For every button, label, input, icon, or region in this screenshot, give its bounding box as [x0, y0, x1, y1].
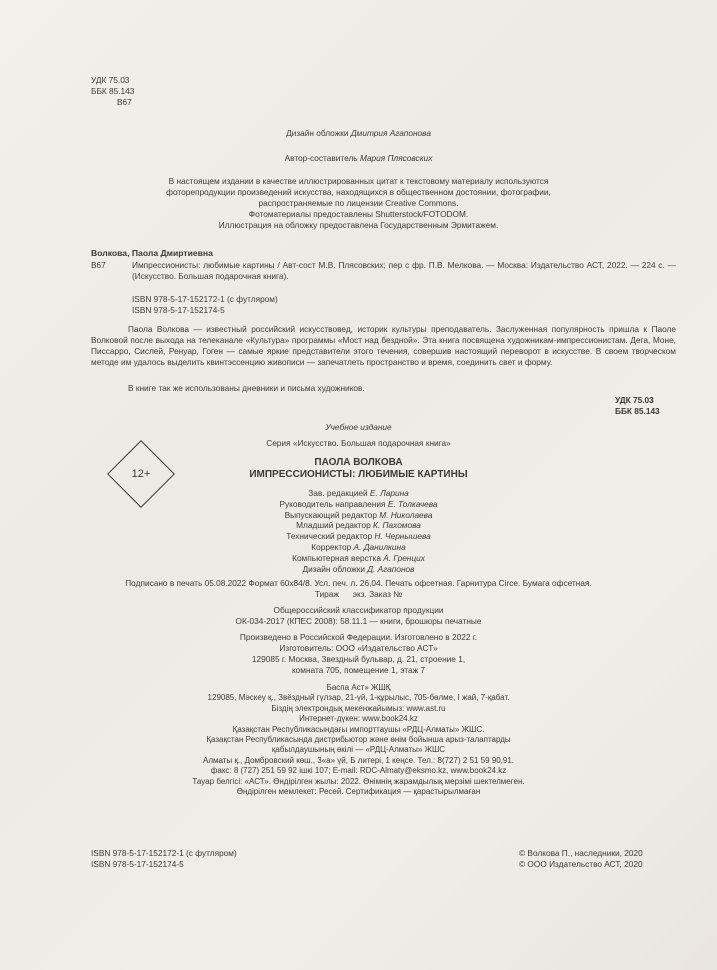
footer-isbn: ISBN 978-5-17-152172-1 (с футляром) ISBN 978-5-17-152174-5 — [91, 848, 237, 869]
annotation: Паола Волкова — известный российский искусствовед, историк культуры преподаватель. Заслуженная популярность пришла к Паоле Волковой после выхода на телеканале «Культура» программы «Мост над бездной». Эта книга посвящена художникам-импрессионистам. Дега, Моне, Писсарро, Сислей, Ренуар, Гоген — самые яркие представители этого течения, совершив настоящий переворот в искусстве. В своем творческом методе им удалось выделить квинтэссенцию живописи — запечатлеть пространство и время, соединить свет и форму. — [91, 324, 676, 367]
staff-list — [0, 488, 717, 574]
book-author: ПАОЛА ВОЛКОВА — [314, 457, 403, 468]
product-classifier: Общероссийский классификатор продукции ОК-034-2017 (КПЕС 2008): 58.11.1 — книги, брошюры печатные — [235, 605, 482, 626]
staff-row: Зав. редакцией Е. Ларина — [308, 488, 409, 498]
age-rating: 12+ — [131, 467, 151, 480]
bib-author: Волкова, Паола Дмиртиевна — [91, 248, 213, 258]
series: Серия «Искусство. Большая подарочная книга» — [266, 438, 451, 448]
design-credit: Дизайн обложки Дмитрия Агапонова — [286, 128, 431, 138]
bbk-code: ББК 85.143 — [91, 86, 135, 96]
manufacturer: Произведено в Российской Федерации. Изготовлено в 2022 г. Изготовитель: ООО «Издательство АСТ» 129085 г. Москва, Звездный бульвар, д. 21, строение 1, комната 705, помещение 1, этаж 7 — [239, 632, 478, 675]
kazakh-imprint: Баспа Аст» ЖШҚ 129085, Мәскеу қ., Звёздный гүлзар, 21-үй, 1-құрылыс, 705-бөлме, I жай, 7-қабат. Біздің электрондық мекенжайымыз: www.ast.ru Интернет-дүкен: www.book24.kz Қазақстан Республикасындағы импорттаушы «РДЦ-Алматы» ЖШС. Қазақстан Республикасында дистрибьютор және өнім бойынша арыз-талаптарды қабылдаушының өкілі — «РДЦ-Алматы» ЖШС Алматы қ., Домбровский көш., 3«а» үй, Б литері, 1 кеңсе. Тел.: 8(727) 2 51 59 90,91. факс: 8 (727) 251 59 92 ішкі 107; E-mail: RDC-Almaty@eksmo.kz, www.book24.kz Тауар белгісі: «АСТ». Өндірілген жылы: 2022. Өнімнің жарамдылық мерзімі шектелмеген. Өндірілген мемлекет: Ресей. Сертификация — қарастырылмаған — [192, 683, 525, 797]
bib-isbn: ISBN 978-5-17-152172-1 (с футляром) ISBN 978-5-17-152174-5 — [132, 294, 278, 315]
staff-row: Младший редактор К. Пахомова — [296, 520, 421, 531]
codes-right: УДК 75.03 ББК 85.143 — [615, 395, 660, 416]
staff-row: Дизайн обложки Д. Агапонов — [302, 563, 415, 574]
staff-row: Руководитель направления Е. Толкачева — [279, 498, 438, 509]
book-title: ИМПРЕССИОНИСТЫ: ЛЮБИМЫЕ КАРТИНЫ — [249, 469, 468, 480]
bib-description: Импрессионисты: любимые картины / Авт-сост М.В. Плясовских; пер с фр. П.В. Мелкова. — Москва: Издательство АСТ, 2022. — 224 с. — (Искусство. Большая подарочная книга). — [132, 260, 676, 281]
bib-code: В67 — [91, 260, 106, 270]
staff-row: Технический редактор Н. Чернышева — [286, 531, 431, 542]
classification-codes — [91, 75, 134, 108]
annotation-extra: В книге так же использованы дневники и письма художников. — [128, 383, 365, 393]
compiler-credit: Автор-составитель Мария Плясовских — [284, 153, 433, 163]
author-mark: В67 — [117, 97, 132, 107]
print-info: Подписано в печать 05.08.2022 Формат 60x84/8. Усл. печ. л. 26,04. Печать офсетная. Гарнитура Circe. Бумага офсетная. Тираж экз. Заказ № — [125, 578, 592, 599]
rights-notice: В настоящем издании в качестве иллюстрированных цитат к текстовому материалу используются фоторепродукции произведений искусства, находящихся в общественном достоянии, фотографии, распространяемые по лицензии Creative Commons. Фотоматериалы предоставлены Shutterstock/FOTODOM. Иллюстрация на обложку предоставлена Государственным Эрмитажем. — [166, 176, 551, 230]
staff-row: Корректор А. Данилкина — [311, 541, 406, 552]
staff-row: Выпускающий редактор М. Николаева — [284, 509, 433, 520]
udk-code: УДК 75.03 — [91, 75, 130, 85]
edition-type: Учебное издание — [325, 422, 392, 432]
staff-row: Компьютерная верстка А. Гренцих — [292, 552, 425, 563]
copyright: © Волкова П., наследники, 2020 © ООО Издательство АСТ, 2020 — [519, 848, 643, 869]
